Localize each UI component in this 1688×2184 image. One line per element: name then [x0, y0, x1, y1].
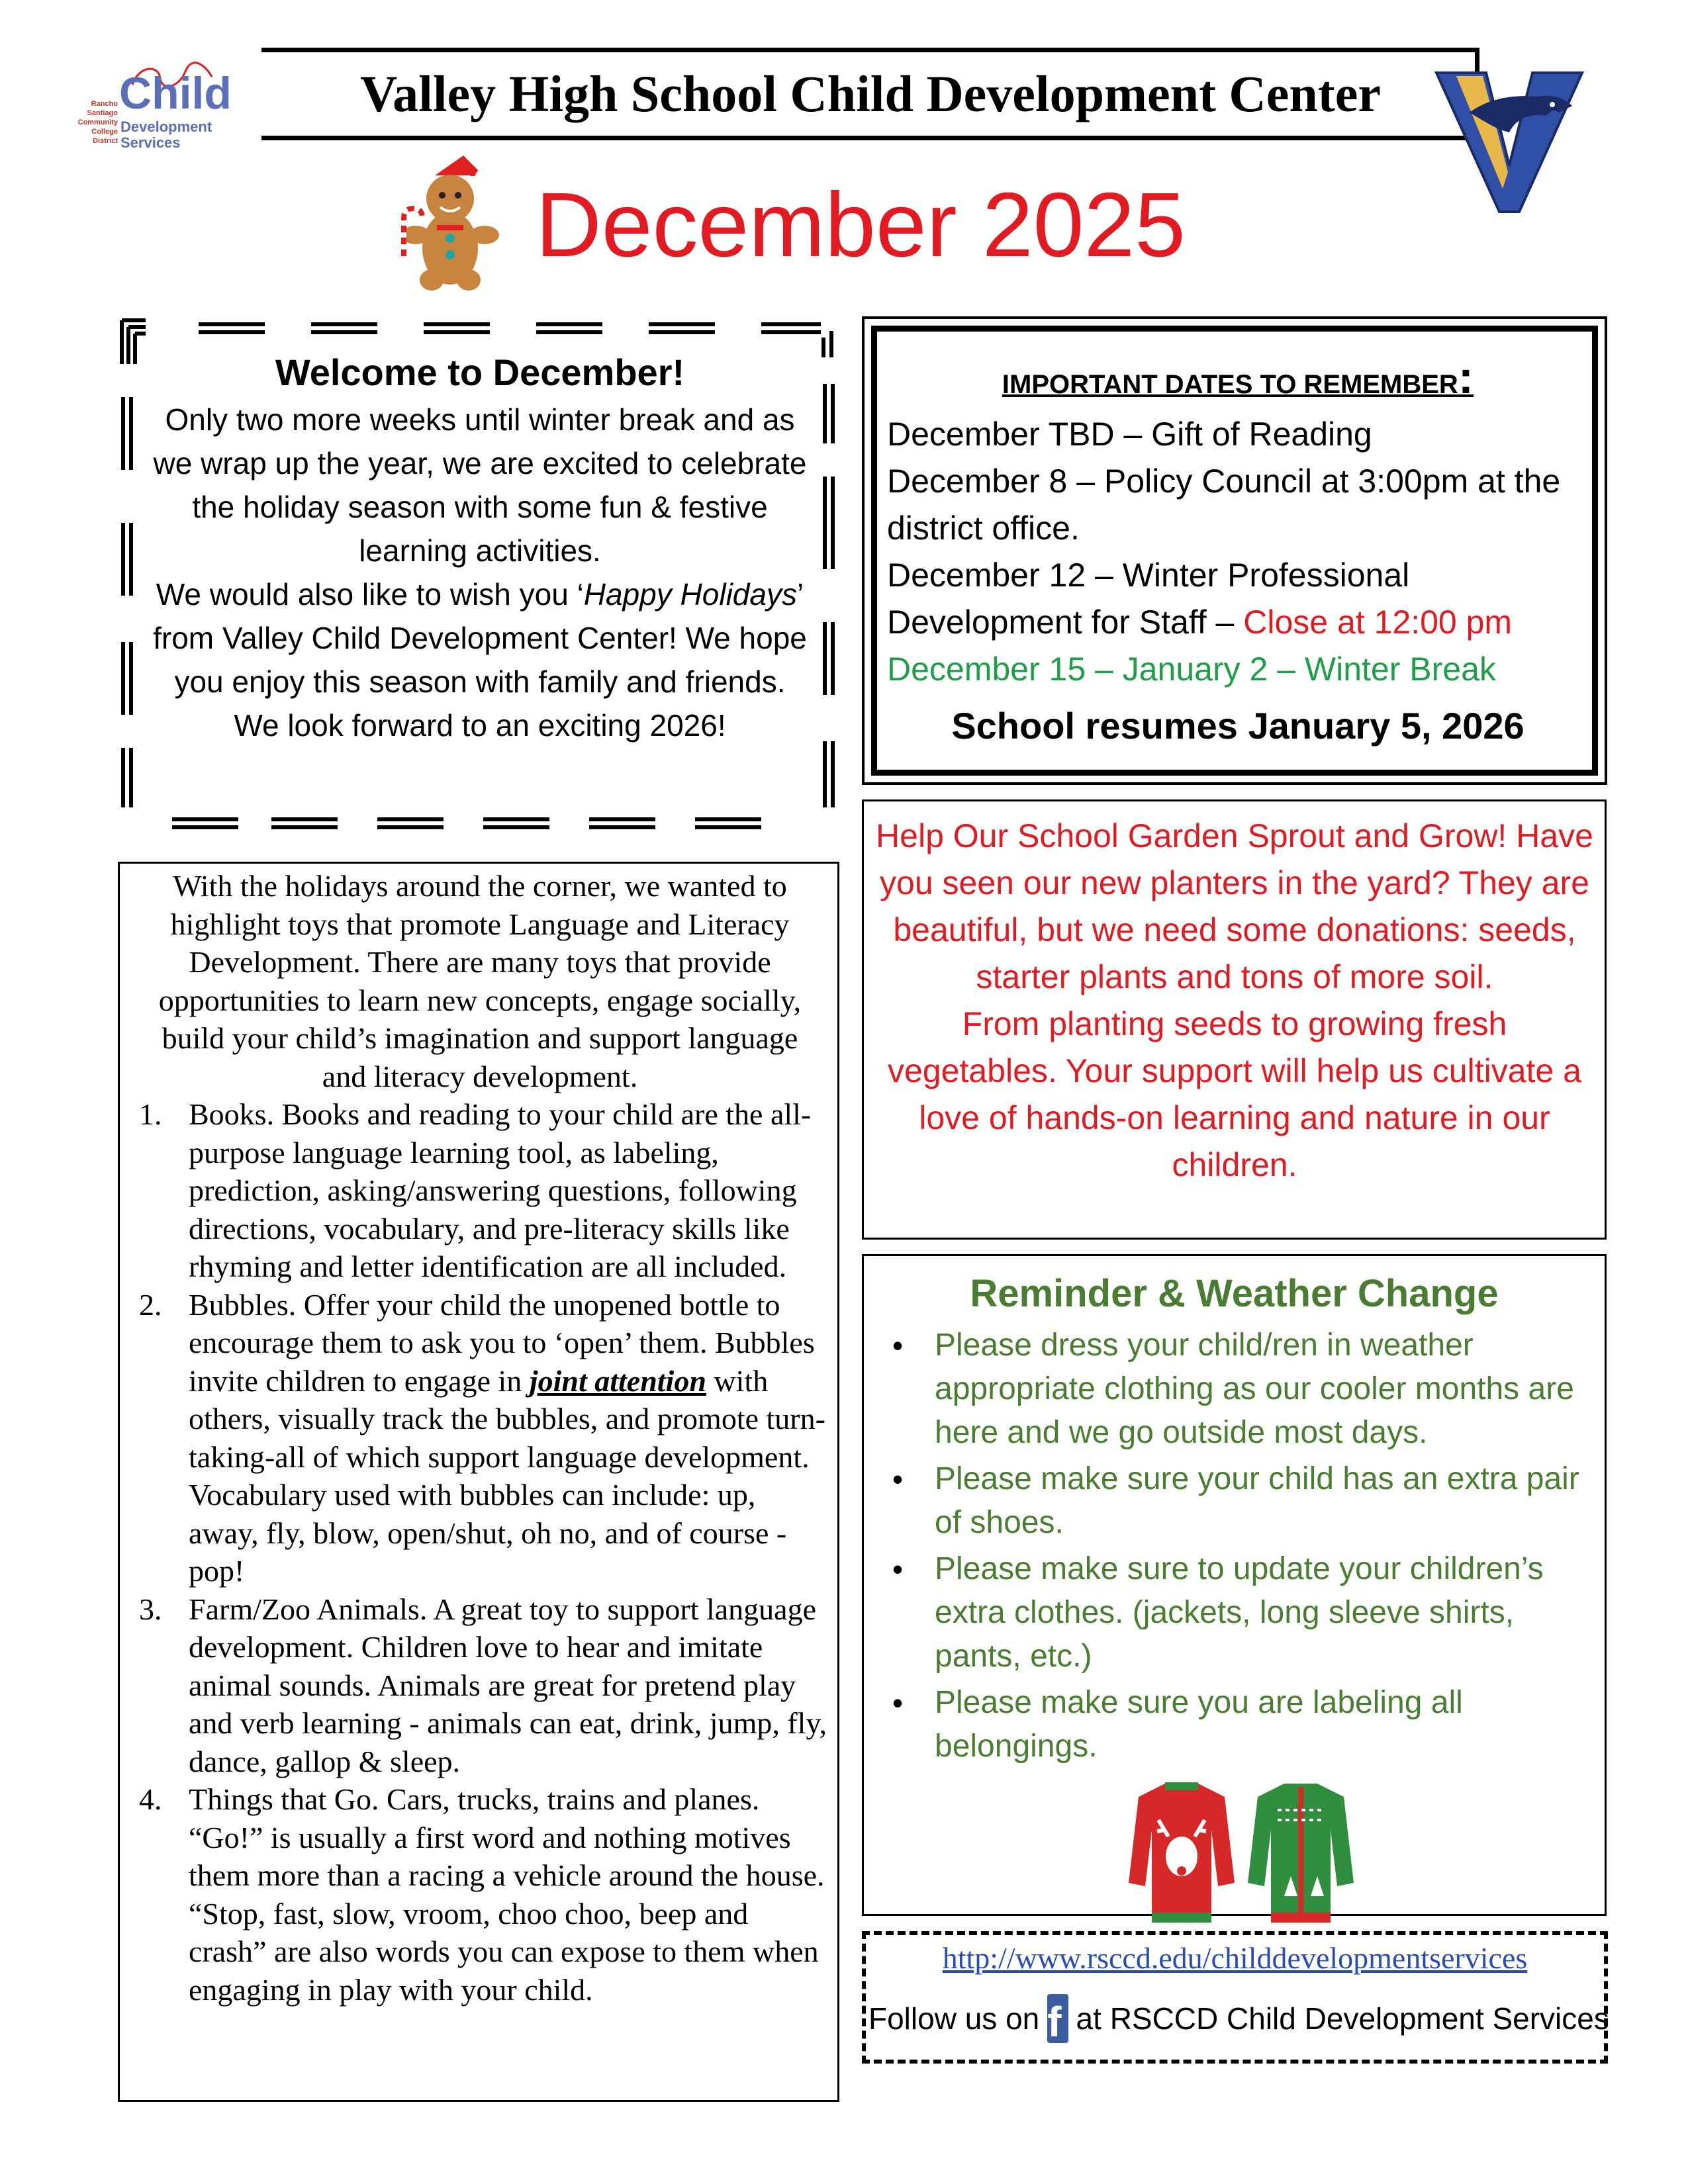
follow-text-after: at RSCCD Child Development Services	[1076, 2001, 1609, 2036]
facebook-icon[interactable]: f	[1047, 1994, 1068, 2043]
list-item: • Please make sure to update your children’s extra clothes. (jackets, long sleeve shirts, pants, etc.)	[887, 1547, 1589, 1678]
garden-section	[874, 813, 1595, 1189]
welcome-paragraph-3: We look forward to an exciting 2026!	[234, 708, 726, 743]
list-item: • Please make sure your child has an extra pair of shoes.	[887, 1457, 1589, 1545]
toys-list	[132, 1095, 827, 2009]
welcome-paragraph-2: We would also like to wish you ‘Happy Holidays’ from Valley Child Development Center! We hope you enjoy this season with family and friends.	[153, 577, 807, 699]
list-item: • Please make sure you are labeling all belongings.	[887, 1681, 1589, 1768]
month-title: December 2025	[536, 174, 1186, 276]
child-development-link[interactable]: http://www.rsccd.edu/childdevelopmentservices	[942, 1941, 1528, 1975]
school-resumes: School resumes January 5, 2026	[951, 705, 1524, 747]
welcome-paragraph-1: Only two more weeks until winter break and as we wrap up the year, we are excited to celebrate the holiday season with some fun & festive learning activities.	[153, 402, 807, 568]
reminder-title: Reminder & Weather Change	[970, 1272, 1499, 1315]
logo-district: Rancho Santiago Community College District	[77, 100, 118, 145]
date-line: December 8 – Policy Council at 3:00pm at the district office.	[887, 463, 1561, 547]
toys-section	[132, 867, 827, 2009]
welcome-section	[146, 347, 814, 747]
important-dates-section	[887, 351, 1589, 749]
list-item: 2. Bubbles. Offer your child the unopened bottle to encourage them to ask you to ‘open’ them. Bubbles invite children to engage in joint attention with others, visually track the bubbles, and promote turn-taking-all of which support language development. Vocabulary used with bubbles can include: up, away, fly, blow, open/shut, oh no, and of course - pop!	[139, 1287, 825, 1588]
date-line: December 15 – January 2 – Winter Break	[887, 651, 1496, 688]
date-line: December 12 – Winter Professional Development for Staff – Close at 12:00 pm	[887, 557, 1513, 641]
welcome-title: Welcome to December!	[275, 351, 685, 393]
follow-us-row	[868, 1992, 1609, 2046]
list-item: 1. Books. Books and reading to your child are the all-purpose language learning tool, as labeling, prediction, asking/answering questions, following directions, vocabulary, and pre-literacy skills like rhyming and letter identification are all included.	[139, 1097, 812, 1283]
logo-brand: Child	[119, 68, 232, 118]
dates-heading: IMPORTANT DATES TO REMEMBER:	[1002, 351, 1474, 403]
list-item: 4. Things that Go. Cars, trucks, trains and planes. “Go!” is usually a first word and nothing motives them more than a racing a vehicle around the house. “Stop, fast, slow, vroom, choo choo, beep and crash” are also words you can expose to them when engaging in play with your child.	[139, 1782, 825, 2007]
reminder-list	[887, 1324, 1589, 1771]
page-title: Valley High School Child Development Center	[360, 65, 1381, 122]
rsccd-child-development-logo	[66, 58, 238, 164]
follow-text: Follow us on	[868, 2001, 1040, 2036]
logo-subtitle: Development Services	[120, 118, 212, 151]
garden-paragraph-2: From planting seeds to growing fresh vegetables. Your support will help us cultivate a love of hands-on learning and nature in our children.	[888, 1005, 1581, 1183]
garden-paragraph-1: Help Our School Garden Sprout and Grow! Have you seen our new planters in the yard? They are beautiful, but we need some donations: seeds, starter plants and tons of more soil.	[876, 817, 1593, 995]
valley-v-falcon-logo	[1430, 66, 1589, 218]
gingerbread-man-icon	[391, 149, 516, 295]
joint-attention-emphasis: joint attention	[529, 1363, 706, 1398]
date-line: December TBD – Gift of Reading	[887, 416, 1372, 453]
toys-intro: With the holidays around the corner, we wanted to highlight toys that promote Language and Literacy Development. There are many toys that provide opportunities to learn new concepts, engage socially, build your child’s imagination and support language and literacy development.	[158, 869, 802, 1093]
list-item: • Please dress your child/ren in weather appropriate clothing as our cooler months are here and we go outside most days.	[887, 1324, 1589, 1455]
holiday-sweaters-icon	[1112, 1770, 1364, 1936]
list-item: 3. Farm/Zoo Animals. A great toy to support language development. Children love to hear and imitate animal sounds. Animals are great for pretend play and verb learning - animals can eat, drink, jump, fly, dance, gallop & sleep.	[139, 1592, 827, 1778]
